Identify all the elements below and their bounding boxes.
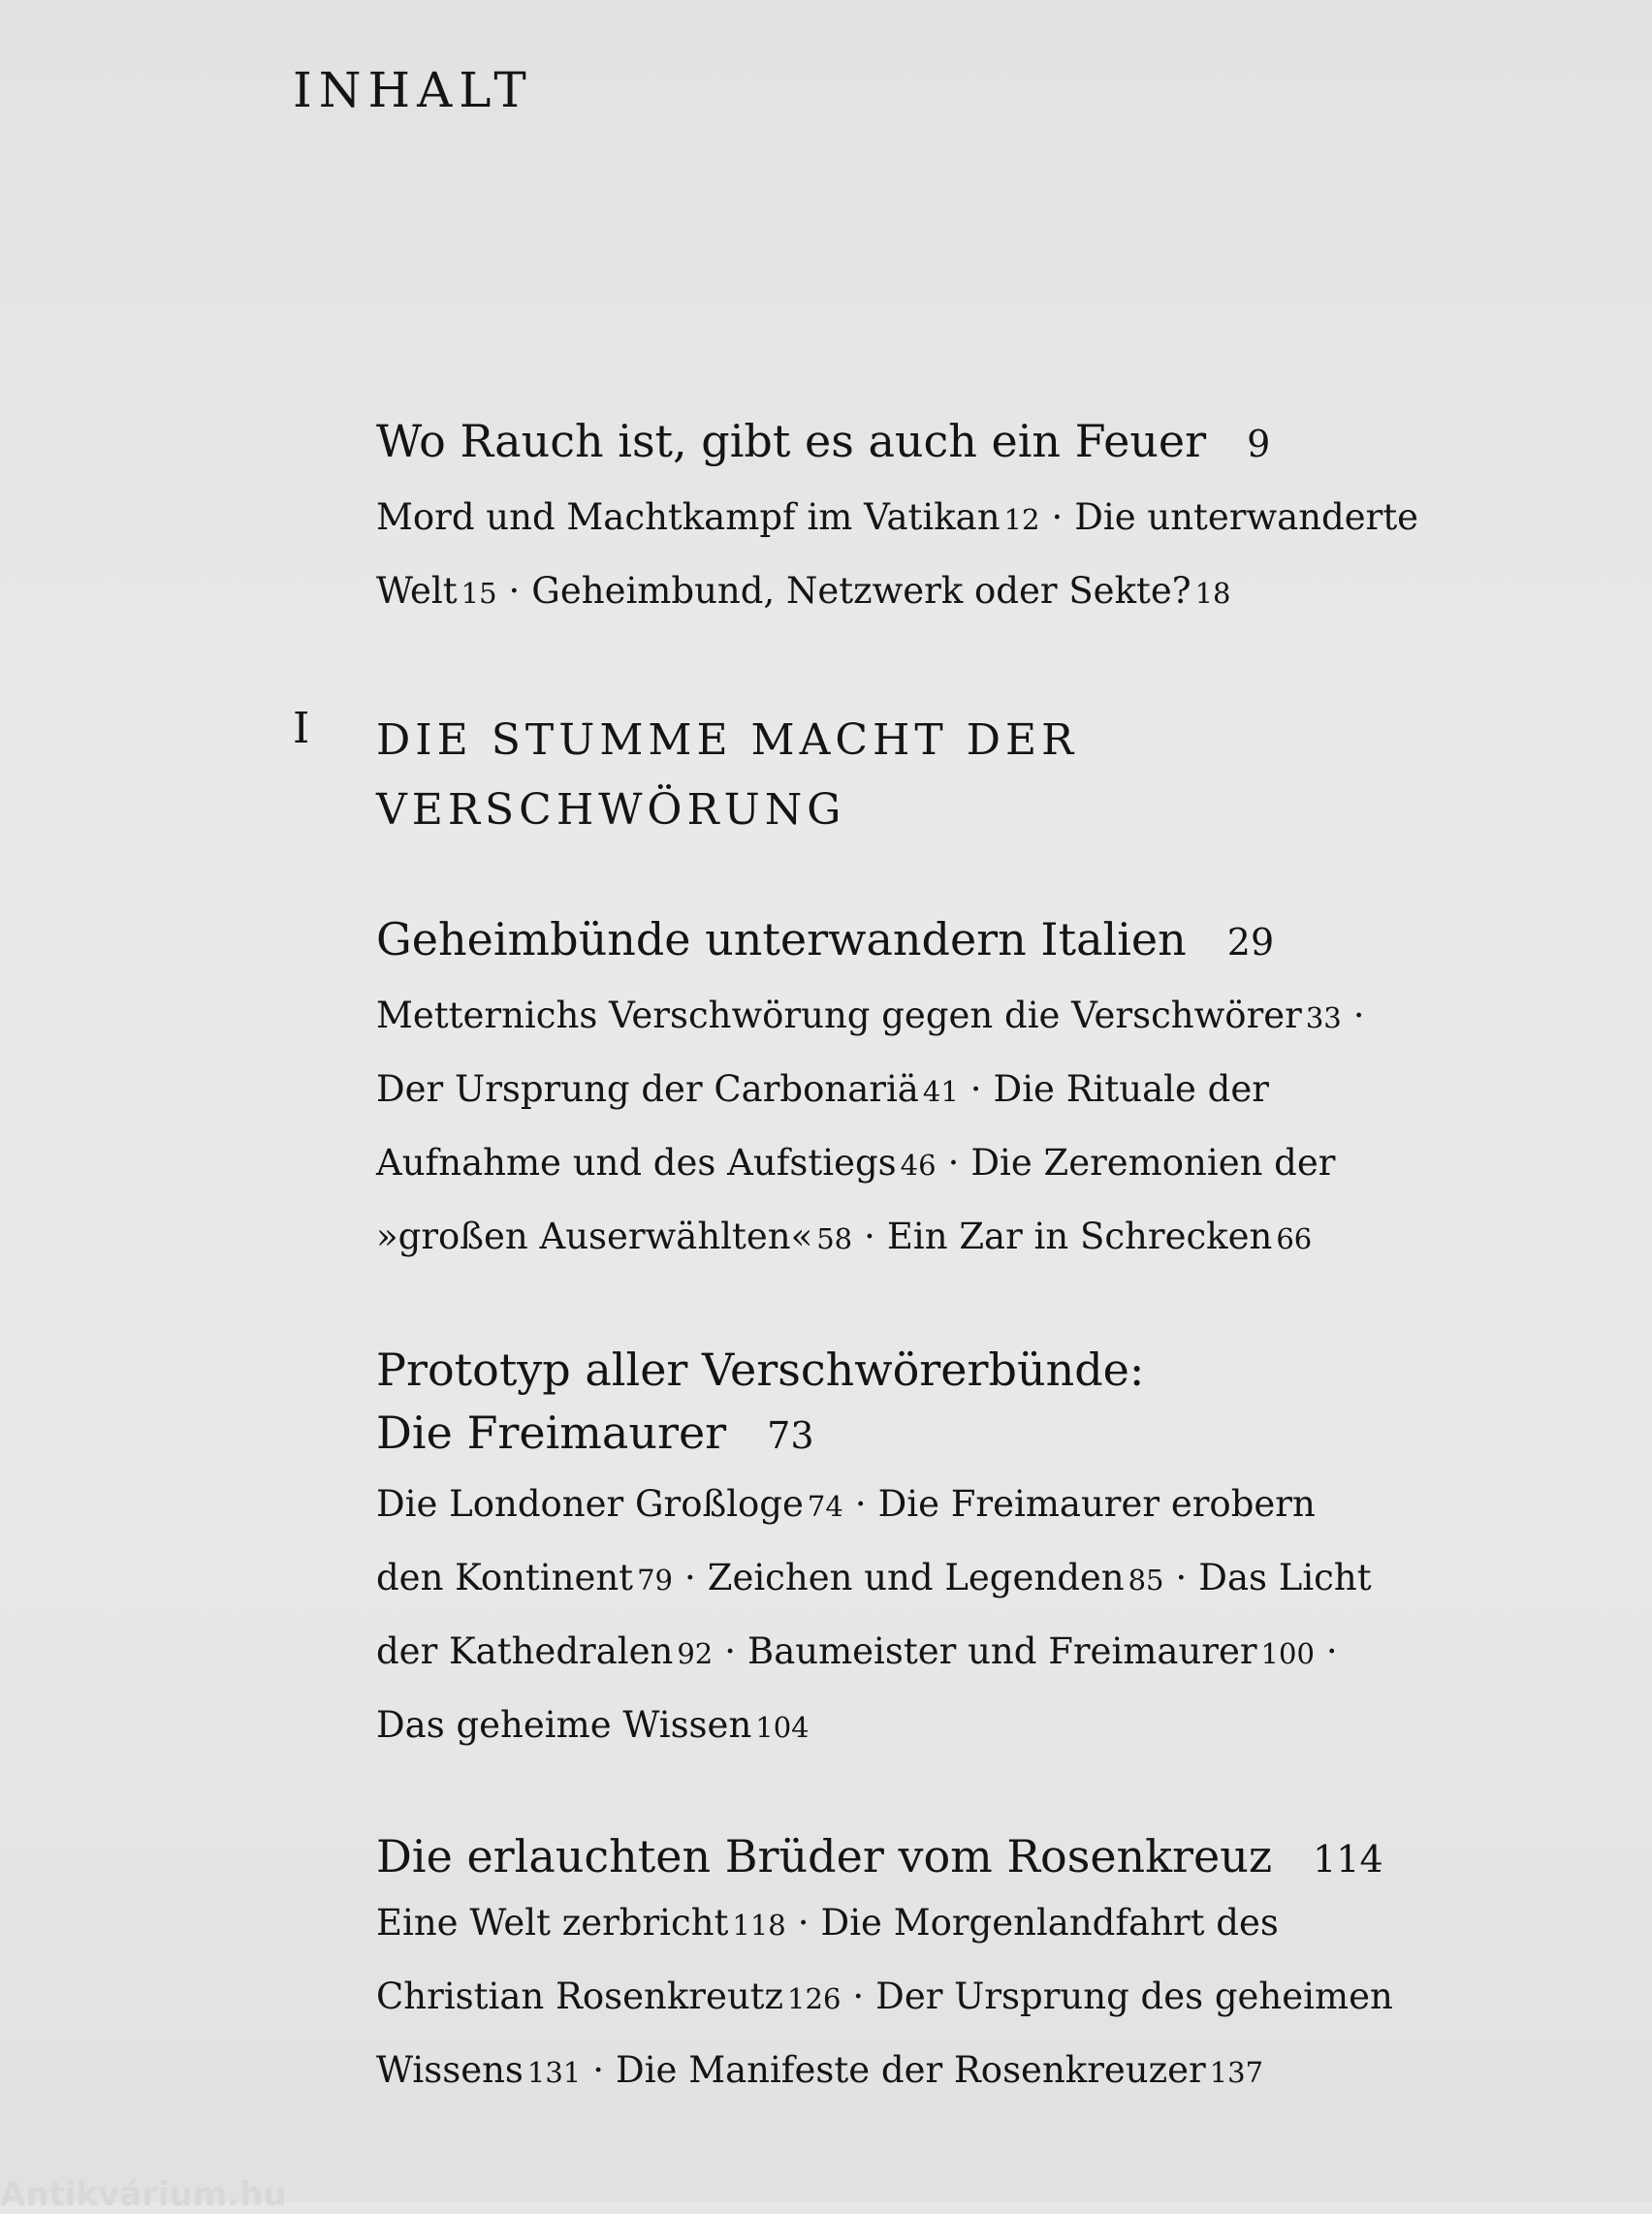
- separator-dot: ·: [592, 2049, 605, 2091]
- part-numeral: I: [293, 704, 310, 753]
- toc-section-freimaurer: [376, 1336, 1501, 1763]
- entry-title: Das geheime Wissen: [376, 1704, 752, 1746]
- section-title: [376, 417, 1501, 468]
- separator-dot: ·: [864, 1216, 875, 1257]
- entry-line: [376, 980, 1501, 1054]
- entry-title: Ein Zar in Schrecken: [886, 1216, 1273, 1257]
- entry-line: [376, 1201, 1501, 1275]
- separator-dot: ·: [1325, 1630, 1338, 1672]
- entry-page-number: 18: [1194, 577, 1231, 610]
- section-page-number: 73: [767, 1414, 814, 1457]
- entry-list: [376, 1469, 1501, 1763]
- entry-page-number: 85: [1128, 1564, 1164, 1597]
- toc-section-intro: [376, 417, 1501, 629]
- separator-dot: ·: [852, 1976, 865, 2017]
- entry-page-number: 79: [637, 1564, 673, 1597]
- section-title: [376, 1336, 1501, 1465]
- separator-dot: ·: [797, 1902, 810, 1944]
- part-title: [376, 706, 1078, 845]
- section-title-text: Die erlauchten Brüder vom Rosenkreuz: [376, 1830, 1273, 1882]
- entry-list: [376, 980, 1501, 1275]
- entry-title: Aufnahme und des Aufstiegs: [376, 1142, 897, 1184]
- entry-page-number: 100: [1260, 1637, 1315, 1670]
- watermark: Antikvárium.hu: [0, 2175, 287, 2214]
- entry-title: Der Ursprung der Carbonariä: [376, 1068, 919, 1110]
- part-title-line: DIE STUMME MACHT DER: [376, 715, 1079, 765]
- contents-heading: INHALT: [293, 62, 533, 118]
- entry-page-number: 58: [816, 1222, 853, 1255]
- entry-title: Die Rituale der: [993, 1068, 1269, 1110]
- section-title: [376, 915, 1501, 966]
- section-title-text: Prototyp aller Verschwörerbünde:: [376, 1344, 1145, 1396]
- part-title-line: VERSCHWÖRUNG: [376, 785, 846, 835]
- entry-line: [376, 1616, 1501, 1690]
- section-page-number: 114: [1313, 1838, 1383, 1881]
- entry-title: Metternichs Verschwörung gegen die Verschwörer: [376, 995, 1302, 1036]
- entry-title: Zeichen und Legenden: [707, 1557, 1125, 1598]
- separator-dot: ·: [508, 570, 521, 612]
- entry-title: den Kontinent: [376, 1557, 634, 1598]
- entry-title: Christian Rosenkreutz: [376, 1976, 784, 2017]
- entry-title: Die Londoner Großloge: [376, 1483, 804, 1525]
- entry-page-number: 137: [1209, 2056, 1264, 2089]
- entry-page-number: 104: [755, 1711, 810, 1744]
- section-title-text: Geheimbünde unterwandern Italien: [376, 913, 1187, 965]
- entry-list: [376, 1887, 1501, 2108]
- entry-page-number: 66: [1276, 1222, 1313, 1255]
- entry-title: Geheimbund, Netzwerk oder Sekte?: [531, 570, 1191, 612]
- section-page-number: 29: [1226, 921, 1275, 964]
- entry-title: Die Zeremonien der: [970, 1142, 1336, 1184]
- entry-title: Die Freimaurer erobern: [877, 1483, 1316, 1525]
- toc-section-rosenkreuz: [376, 1832, 1501, 2108]
- section-title-line-2: [376, 1404, 1501, 1465]
- toc-section-italien: [376, 915, 1501, 1275]
- entry-line: [376, 1961, 1501, 2035]
- section-title-text: Die Freimaurer: [376, 1407, 727, 1459]
- section-title: [376, 1832, 1501, 1883]
- entry-title: Die unterwanderte: [1074, 496, 1419, 538]
- entry-page-number: 126: [787, 1982, 842, 2015]
- entry-title: Die Manifeste der Rosenkreuzer: [616, 2049, 1206, 2091]
- entry-title: Eine Welt zerbricht: [376, 1902, 729, 1944]
- section-title-text: Wo Rauch ist, gibt es auch ein Feuer: [376, 415, 1207, 467]
- entry-title: »großen Auserwählten«: [376, 1216, 813, 1257]
- separator-dot: ·: [683, 1557, 696, 1598]
- entry-title: Das Licht: [1198, 1557, 1372, 1598]
- entry-list: [376, 482, 1501, 629]
- entry-line: [376, 1127, 1501, 1201]
- entry-line: [376, 1887, 1501, 1961]
- entry-title: der Kathedralen: [376, 1630, 674, 1672]
- separator-dot: ·: [1051, 496, 1064, 538]
- entry-page-number: 33: [1305, 1001, 1342, 1034]
- entry-page-number: 41: [922, 1075, 959, 1108]
- entry-line: [376, 1690, 1501, 1763]
- entry-line: [376, 1469, 1501, 1542]
- separator-dot: ·: [854, 1483, 867, 1525]
- entry-title: Welt: [376, 570, 458, 612]
- entry-page-number: 131: [526, 2056, 582, 2089]
- entry-page-number: 92: [677, 1637, 714, 1670]
- entry-title: Die Morgenlandfahrt des: [820, 1902, 1279, 1944]
- separator-dot: ·: [724, 1630, 736, 1672]
- entry-page-number: 15: [461, 577, 497, 610]
- entry-title: Baumeister und Freimaurer: [747, 1630, 1257, 1672]
- entry-page-number: 74: [807, 1490, 843, 1523]
- entry-page-number: 118: [732, 1909, 786, 1942]
- section-page-number: 9: [1247, 423, 1271, 465]
- separator-dot: ·: [947, 1142, 960, 1184]
- entry-line: [376, 1054, 1501, 1127]
- entry-line: [376, 2035, 1501, 2108]
- entry-title: Der Ursprung des geheimen: [875, 1976, 1393, 2017]
- entry-page-number: 46: [900, 1149, 937, 1182]
- entry-title: Wissens: [376, 2049, 524, 2091]
- entry-line: [376, 555, 1501, 629]
- separator-dot: ·: [1352, 995, 1365, 1036]
- entry-title: Mord und Machtkampf im Vatikan: [376, 496, 1001, 538]
- separator-dot: ·: [969, 1068, 982, 1110]
- entry-line: [376, 1542, 1501, 1616]
- entry-page-number: 12: [1003, 503, 1040, 536]
- entry-line: [376, 482, 1501, 555]
- separator-dot: ·: [1175, 1557, 1188, 1598]
